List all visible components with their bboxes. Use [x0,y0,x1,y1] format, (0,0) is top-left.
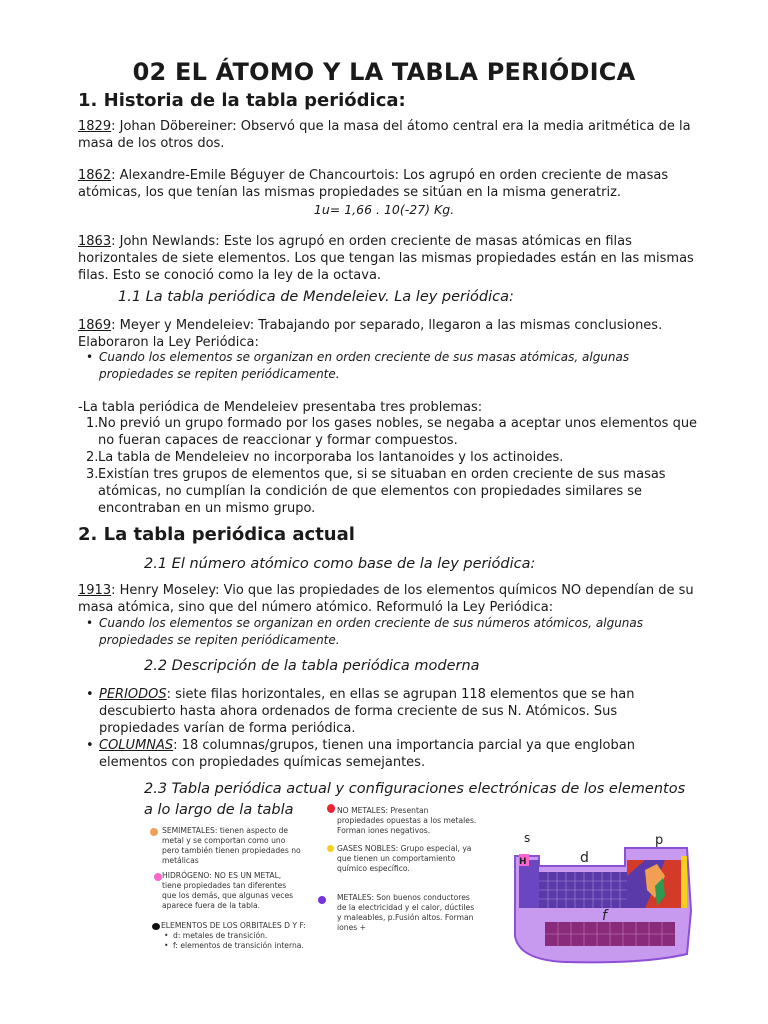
noble-gas-dot [327,845,334,852]
legend-metales: METALES: Son buenos conductores de la electricidad y el calor, dúctiles y maleables, p.Fusión altos. Forman iones + [337,893,475,932]
legend-gases-nobles: GASES NOBLES: Grupo especial, ya que tienen un comportamiento químico específico. [337,844,472,873]
no-metal-dot [327,804,335,813]
columnas-term: COLUMNAS [99,738,174,753]
label-p: p [655,833,664,848]
entry-1913 [78,582,700,616]
page-title: 02 EL ÁTOMO Y LA TABLA PERIÓDICA [132,58,636,86]
s-block [519,860,539,908]
entry-1829 [78,118,700,152]
problems-list [78,415,700,517]
year-1869: 1869 [78,318,112,333]
entry-1869-text: : Meyer y Mendeleiev: Trabajando por separado, llegaron a las mismas conclusiones. Elaboraron la Ley Periódica: [78,318,663,350]
entry-1863 [78,233,700,284]
entry-1829-text: : Johan Döbereiner: Observó que la masa del átomo central era la media aritmética de la masa de los otros dos. [78,119,691,151]
hydrogen-dot [154,873,162,881]
periodos-term: PERIODOS [99,687,167,702]
label-s: s [524,831,531,845]
subsection-2-1: 2.1 El número atómico como base de la ley periódica: [144,556,536,572]
periodos-item: • PERIODOS: siete filas horizontales, en ellas se agrupan 118 elementos que se han descubierto hasta ahora ordenados de forma creciente de sus N. Atómicos. Sus propiedades varían de forma periódica. [78,686,700,737]
problem-item: 3. Existían tres grupos de elementos que, si se situaban en orden creciente de sus masas atómicas, no cumplían la condición de que elementos con propiedades similares se encontraban en un mismo grupo. [86,467,666,516]
entry-1913-text: : Henry Moseley: Vio que las propiedades de los elementos químicos NO dependían de su masa atómica, sino que del número atómico. Reformuló la Ley Periódica: [78,583,694,615]
legend-semimetales: SEMIMETALES: tienen aspecto de metal y se comportan como uno pero también tienen propiedades no metálicas [162,826,301,865]
ley-periodica-list [78,349,700,383]
orbital-dot [152,923,160,930]
entry-1862 [78,167,700,201]
metal-dot [318,896,326,904]
legend-orbitales: ELEMENTOS DE LOS ORBITALES D Y F: • d: metales de transición. • f: elementos de transición interna. [161,921,311,951]
legend-hidrogeno: HIDRÓGENO: NO ES UN METAL, tiene propiedades tan diferentes que los demás, que algunas veces aparece fuera de la tabla. [162,871,294,910]
label-d: d [580,850,589,866]
year-1863: 1863 [78,234,112,249]
year-1913: 1913 [78,583,112,598]
legend-orbital-f: • f: elementos de transición interna. [161,941,311,951]
entry-1863-text: : John Newlands: Este los agrupó en orden creciente de masas atómicas en filas horizontales de siete elementos. Los que tengan las mismas propiedades están en las mismas filas. Esto se conoció como la ley de la octava. [78,234,694,283]
legend-orbital-d: • d: metales de transición. [161,931,311,941]
moseley-list [78,615,700,649]
year-1862: 1862 [78,168,112,183]
section-1-heading: 1. Historia de la tabla periódica: [78,90,406,111]
problems-intro: -La tabla periódica de Mendeleiev presentaba tres problemas: [78,400,483,415]
subsection-2-3: 2.3 Tabla periódica actual y configuraciones electrónicas de los elementos a lo largo de la tabla [144,781,686,818]
problem-item: 1. No previó un grupo formado por los gases nobles, se negaba a aceptar unos elementos que no fueran capaces de reaccionar y formar compuestos. [86,416,698,448]
moseley-bullet: • Cuando los elementos se organizan en orden creciente de sus números atómicos, algunas propiedades se repiten periódicamente. [78,615,700,649]
legend-no-metales: NO METALES: Presentan propiedades opuestas a los metales. Forman iones negativos. [337,806,477,835]
section-2-heading: 2. La tabla periódica actual [78,524,355,545]
columnas-item: • COLUMNAS: 18 columnas/grupos, tienen una importancia parcial ya que engloban elementos con propiedades químicas semejantes. [78,737,700,771]
ley-periodica-bullet: • Cuando los elementos se organizan en orden creciente de sus masas atómicas, algunas propiedades se repiten periódicamente. [78,349,700,383]
semimetal-dot [150,828,158,836]
label-f: f [602,908,607,924]
entry-1869 [78,317,700,351]
subsection-2-2: 2.2 Descripción de la tabla periódica moderna [144,658,480,674]
problem-item: 2. La tabla de Mendeleiev no incorporaba los lantanoides y los actinoides. [86,450,564,465]
year-1829: 1829 [78,119,112,134]
description-list [78,686,700,771]
subsection-1-1: 1.1 La tabla periódica de Mendeleiev. La ley periódica: [118,289,514,305]
entry-1862-text: : Alexandre-Emile Béguyer de Chancourtois: Los agrupó en orden creciente de masas atómicas, los que tenían las mismas propiedades se sitúan en la misma generatriz. [78,168,669,200]
atomic-mass-formula: 1u= 1,66 . 10(-27) Kg. [313,202,455,217]
noble-gas-column [681,856,687,908]
label-h: H [519,857,527,867]
periodic-table-illustration [505,826,693,966]
